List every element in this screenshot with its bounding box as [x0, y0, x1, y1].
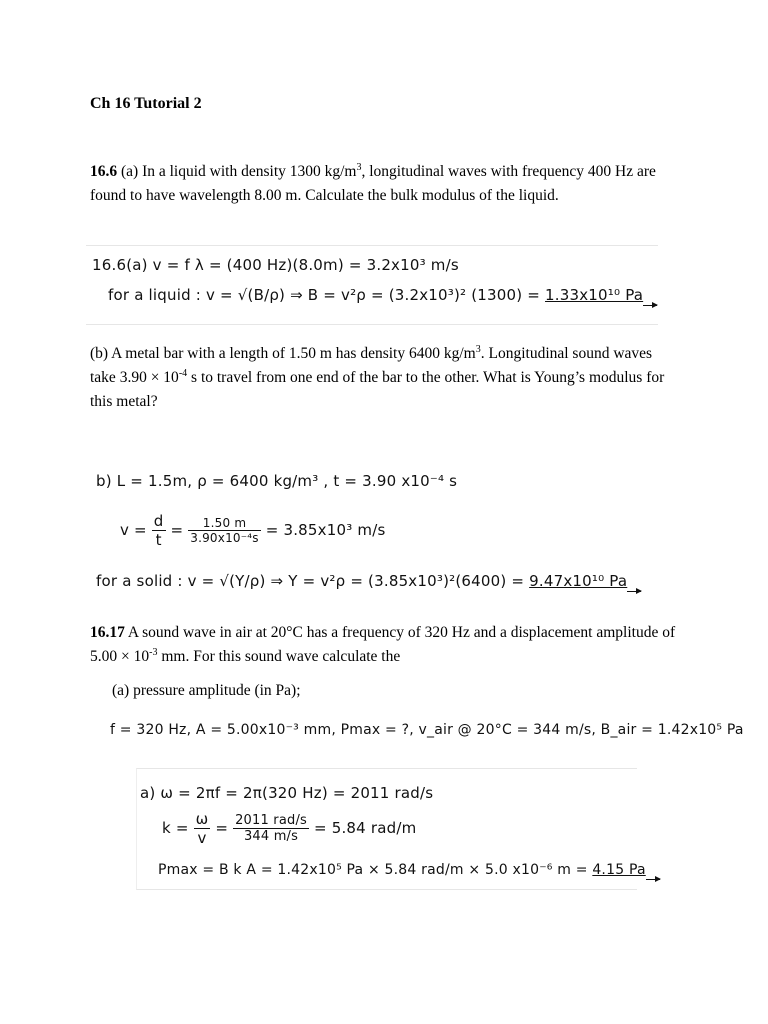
handwritten-text: for a solid : v = √(Y/ρ) ⇒ Y = v²ρ = (3.85x10³)²(6400) = — [96, 572, 530, 590]
handwritten-text: Pmax = B k A = 1.42x10⁵ Pa × 5.84 rad/m × 5.0 x10⁻⁶ m = — [158, 862, 593, 878]
handwritten-text: = 5.84 rad/m — [313, 819, 417, 837]
problem-16-17-a-text: (a) pressure amplitude (in Pa); — [112, 682, 301, 699]
denominator: 344 m/s — [243, 829, 299, 844]
handwritten-text: = — [215, 819, 229, 837]
problem-number: 16.6 — [90, 163, 118, 180]
numerator: 2011 rad/s — [235, 813, 308, 828]
handwritten-line: 16.6(a) v = f λ = (400 Hz)(8.0m) = 3.2x10³ m/s — [92, 256, 459, 274]
handwritten-text: v = — [120, 521, 147, 539]
problem-text: (a) In a liquid with density 1300 kg/m — [117, 163, 357, 180]
fraction — [194, 810, 211, 847]
handwritten-line — [108, 286, 657, 306]
problem-text: (b) A metal bar with a length of 1.50 m has density 6400 kg/m — [90, 345, 476, 362]
denominator: t — [155, 531, 162, 549]
problem-text: mm. For this sound wave calculate the — [157, 648, 401, 665]
handwritten-line — [162, 810, 416, 847]
answer-arrow-icon — [646, 879, 660, 880]
final-answer: 9.47x10¹⁰ Pa — [529, 572, 628, 590]
handwritten-line — [120, 512, 385, 549]
handwritten-text: = — [170, 521, 184, 539]
fraction — [233, 813, 309, 844]
problem-text: s to travel from one end of the bar to the other. What is Young’s modulus for this metal? — [90, 369, 665, 410]
fraction — [188, 516, 261, 545]
superscript: -3 — [149, 647, 158, 658]
problem-16-17-text — [90, 621, 680, 669]
numerator: d — [153, 512, 164, 530]
handwritten-line — [96, 572, 641, 592]
superscript: 3 — [475, 344, 481, 355]
handwritten-line: b) L = 1.5m, ρ = 6400 kg/m³ , t = 3.90 x10⁻⁴ s — [96, 472, 458, 490]
answer-arrow-icon — [627, 591, 641, 592]
page-title: Ch 16 Tutorial 2 — [90, 95, 202, 112]
numerator: ω — [195, 810, 209, 828]
superscript: -4 — [178, 368, 188, 379]
final-answer: 4.15 Pa — [592, 862, 646, 878]
handwritten-line — [158, 862, 660, 880]
denominator: v — [197, 829, 207, 847]
problem-16-6-b-text — [90, 342, 680, 414]
problem-16-6-a-text — [90, 160, 680, 208]
problem-number: 16.17 — [90, 624, 125, 641]
handwritten-line: f = 320 Hz, A = 5.00x10⁻³ mm, Pmax = ?, v_air @ 20°C = 344 m/s, B_air = 1.42x10⁵ Pa — [110, 722, 744, 738]
handwritten-text: = 3.85x10³ m/s — [265, 521, 386, 539]
problem-text: , longitudinal waves with frequency 400 Hz are found to have wavelength 8.00 m. Calculate the bulk modulus of the liquid. — [90, 163, 656, 204]
fraction — [152, 512, 166, 549]
problem-text: . Longitudinal sound waves take 3.90 × 10 — [90, 345, 653, 386]
problem-text: A sound wave in air at 20°C has a frequency of 320 Hz and a displacement amplitude of 5.00 × 10 — [90, 624, 676, 665]
superscript: 3 — [356, 162, 362, 173]
handwritten-text: k = — [162, 819, 189, 837]
answer-arrow-icon — [643, 305, 657, 306]
handwritten-line: a) ω = 2πf = 2π(320 Hz) = 2011 rad/s — [140, 784, 434, 802]
handwritten-text: for a liquid : v = √(B/ρ) ⇒ B = v²ρ = (3.2x10³)² (1300) = — [108, 286, 546, 304]
numerator: 1.50 m — [188, 516, 261, 531]
denominator: 3.90x10⁻⁴s — [190, 531, 259, 545]
final-answer: 1.33x10¹⁰ Pa — [545, 286, 644, 304]
